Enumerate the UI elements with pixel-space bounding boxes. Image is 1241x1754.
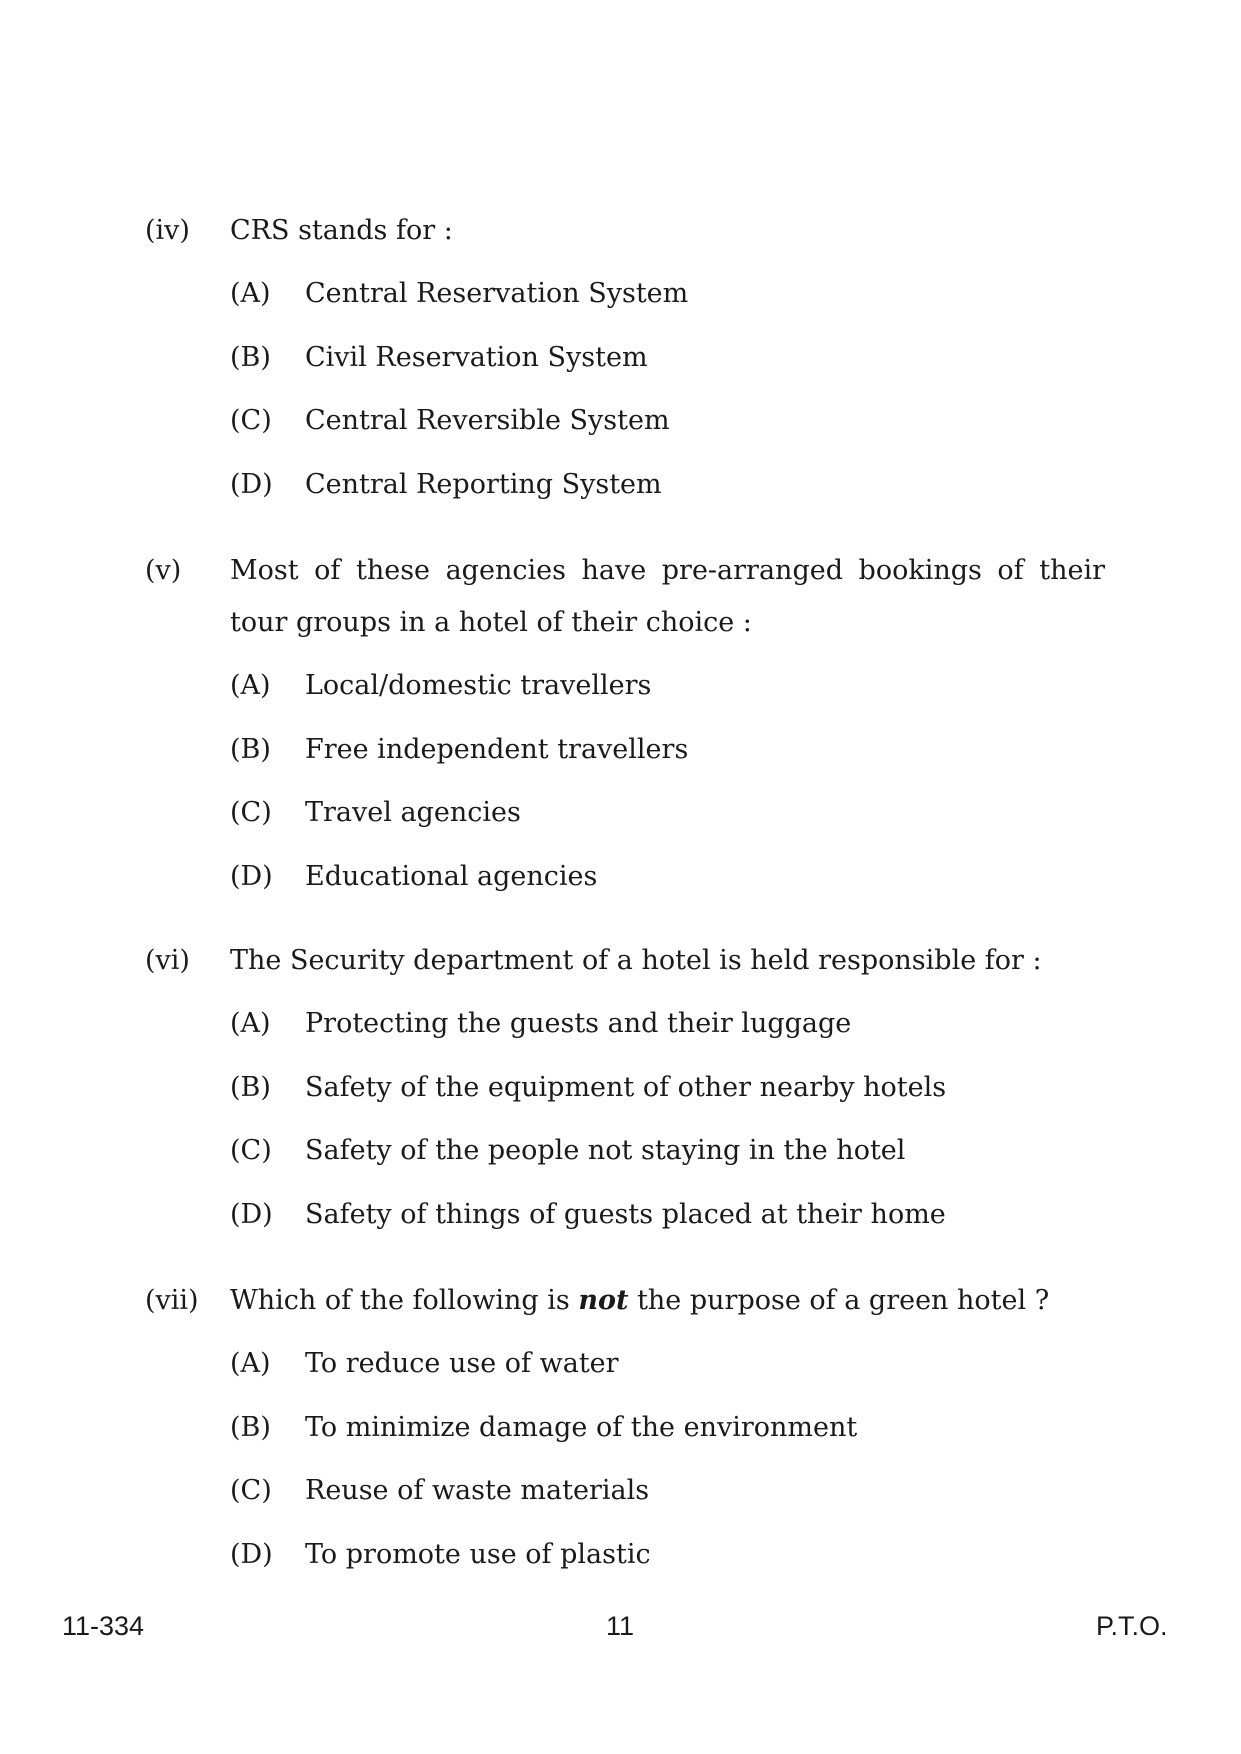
option-text: Central Reporting System xyxy=(305,468,662,500)
question-iv xyxy=(145,205,1105,522)
question-number: (vi) xyxy=(145,945,190,976)
option-text: Central Reversible System xyxy=(305,405,670,436)
options-list xyxy=(230,268,1105,522)
option-label: (A) xyxy=(230,670,271,701)
option-label: (B) xyxy=(230,341,271,373)
option-label: (A) xyxy=(230,1008,271,1039)
question-number: (v) xyxy=(145,555,182,586)
option-d xyxy=(230,851,1105,915)
question-stem: CRS stands for : xyxy=(230,215,453,246)
option-text: To promote use of plastic xyxy=(305,1538,651,1570)
option-label: (B) xyxy=(230,1071,271,1103)
option-label: (D) xyxy=(230,1538,273,1570)
options-list xyxy=(230,660,1105,914)
option-a xyxy=(230,660,1105,724)
option-text: To reduce use of water xyxy=(305,1348,619,1379)
option-text: Central Reservation System xyxy=(305,278,689,309)
option-text: Protecting the guests and their luggage xyxy=(305,1008,852,1039)
option-label: (C) xyxy=(230,1135,272,1166)
option-b xyxy=(230,1402,1105,1466)
option-c xyxy=(230,1465,1105,1529)
emphasis-not: not xyxy=(578,1285,629,1316)
option-c xyxy=(230,1125,1105,1189)
option-text: Safety of things of guests placed at their home xyxy=(305,1198,946,1230)
question-stem: The Security department of a hotel is held responsible for : xyxy=(230,945,1042,976)
option-a xyxy=(230,1338,1105,1402)
option-text: Local/domestic travellers xyxy=(305,670,652,701)
question-number: (iv) xyxy=(145,215,190,246)
question-stem: Most of these agencies have pre-arranged bookings of their tour groups in a hotel of their choice : xyxy=(230,555,1105,638)
option-c xyxy=(230,395,1105,459)
options-list xyxy=(230,998,1105,1252)
question-vii xyxy=(145,1275,1105,1592)
option-text: Travel agencies xyxy=(305,797,521,828)
option-text: Safety of the equipment of other nearby hotels xyxy=(305,1071,947,1103)
option-label: (B) xyxy=(230,733,271,765)
option-b xyxy=(230,332,1105,396)
option-label: (B) xyxy=(230,1411,271,1443)
option-a xyxy=(230,998,1105,1062)
option-b xyxy=(230,1062,1105,1126)
option-d xyxy=(230,1529,1105,1593)
option-label: (C) xyxy=(230,1475,272,1506)
question-stem: Which of the following is not the purpose of a green hotel ? xyxy=(230,1285,1050,1316)
option-text: Reuse of waste materials xyxy=(305,1475,650,1506)
please-turn-over: P.T.O. xyxy=(1096,1611,1168,1641)
option-label: (C) xyxy=(230,797,272,828)
question-number: (vii) xyxy=(145,1285,199,1316)
option-c xyxy=(230,787,1105,851)
options-list xyxy=(230,1338,1105,1592)
option-label: (C) xyxy=(230,405,272,436)
option-label: (D) xyxy=(230,468,273,500)
option-text: Free independent travellers xyxy=(305,733,689,765)
option-text: Safety of the people not staying in the hotel xyxy=(305,1135,906,1166)
option-d xyxy=(230,459,1105,523)
option-text: Educational agencies xyxy=(305,860,598,892)
option-a xyxy=(230,268,1105,332)
option-text: To minimize damage of the environment xyxy=(305,1411,858,1443)
option-label: (A) xyxy=(230,278,271,309)
option-label: (A) xyxy=(230,1348,271,1379)
question-v xyxy=(145,545,1105,914)
option-label: (D) xyxy=(230,860,273,892)
option-text: Civil Reservation System xyxy=(305,341,648,373)
option-d xyxy=(230,1189,1105,1253)
paper-code: 11-334 xyxy=(62,1611,145,1641)
page-number: 11 xyxy=(606,1611,635,1641)
option-label: (D) xyxy=(230,1198,273,1230)
question-vi xyxy=(145,935,1105,1252)
option-b xyxy=(230,724,1105,788)
